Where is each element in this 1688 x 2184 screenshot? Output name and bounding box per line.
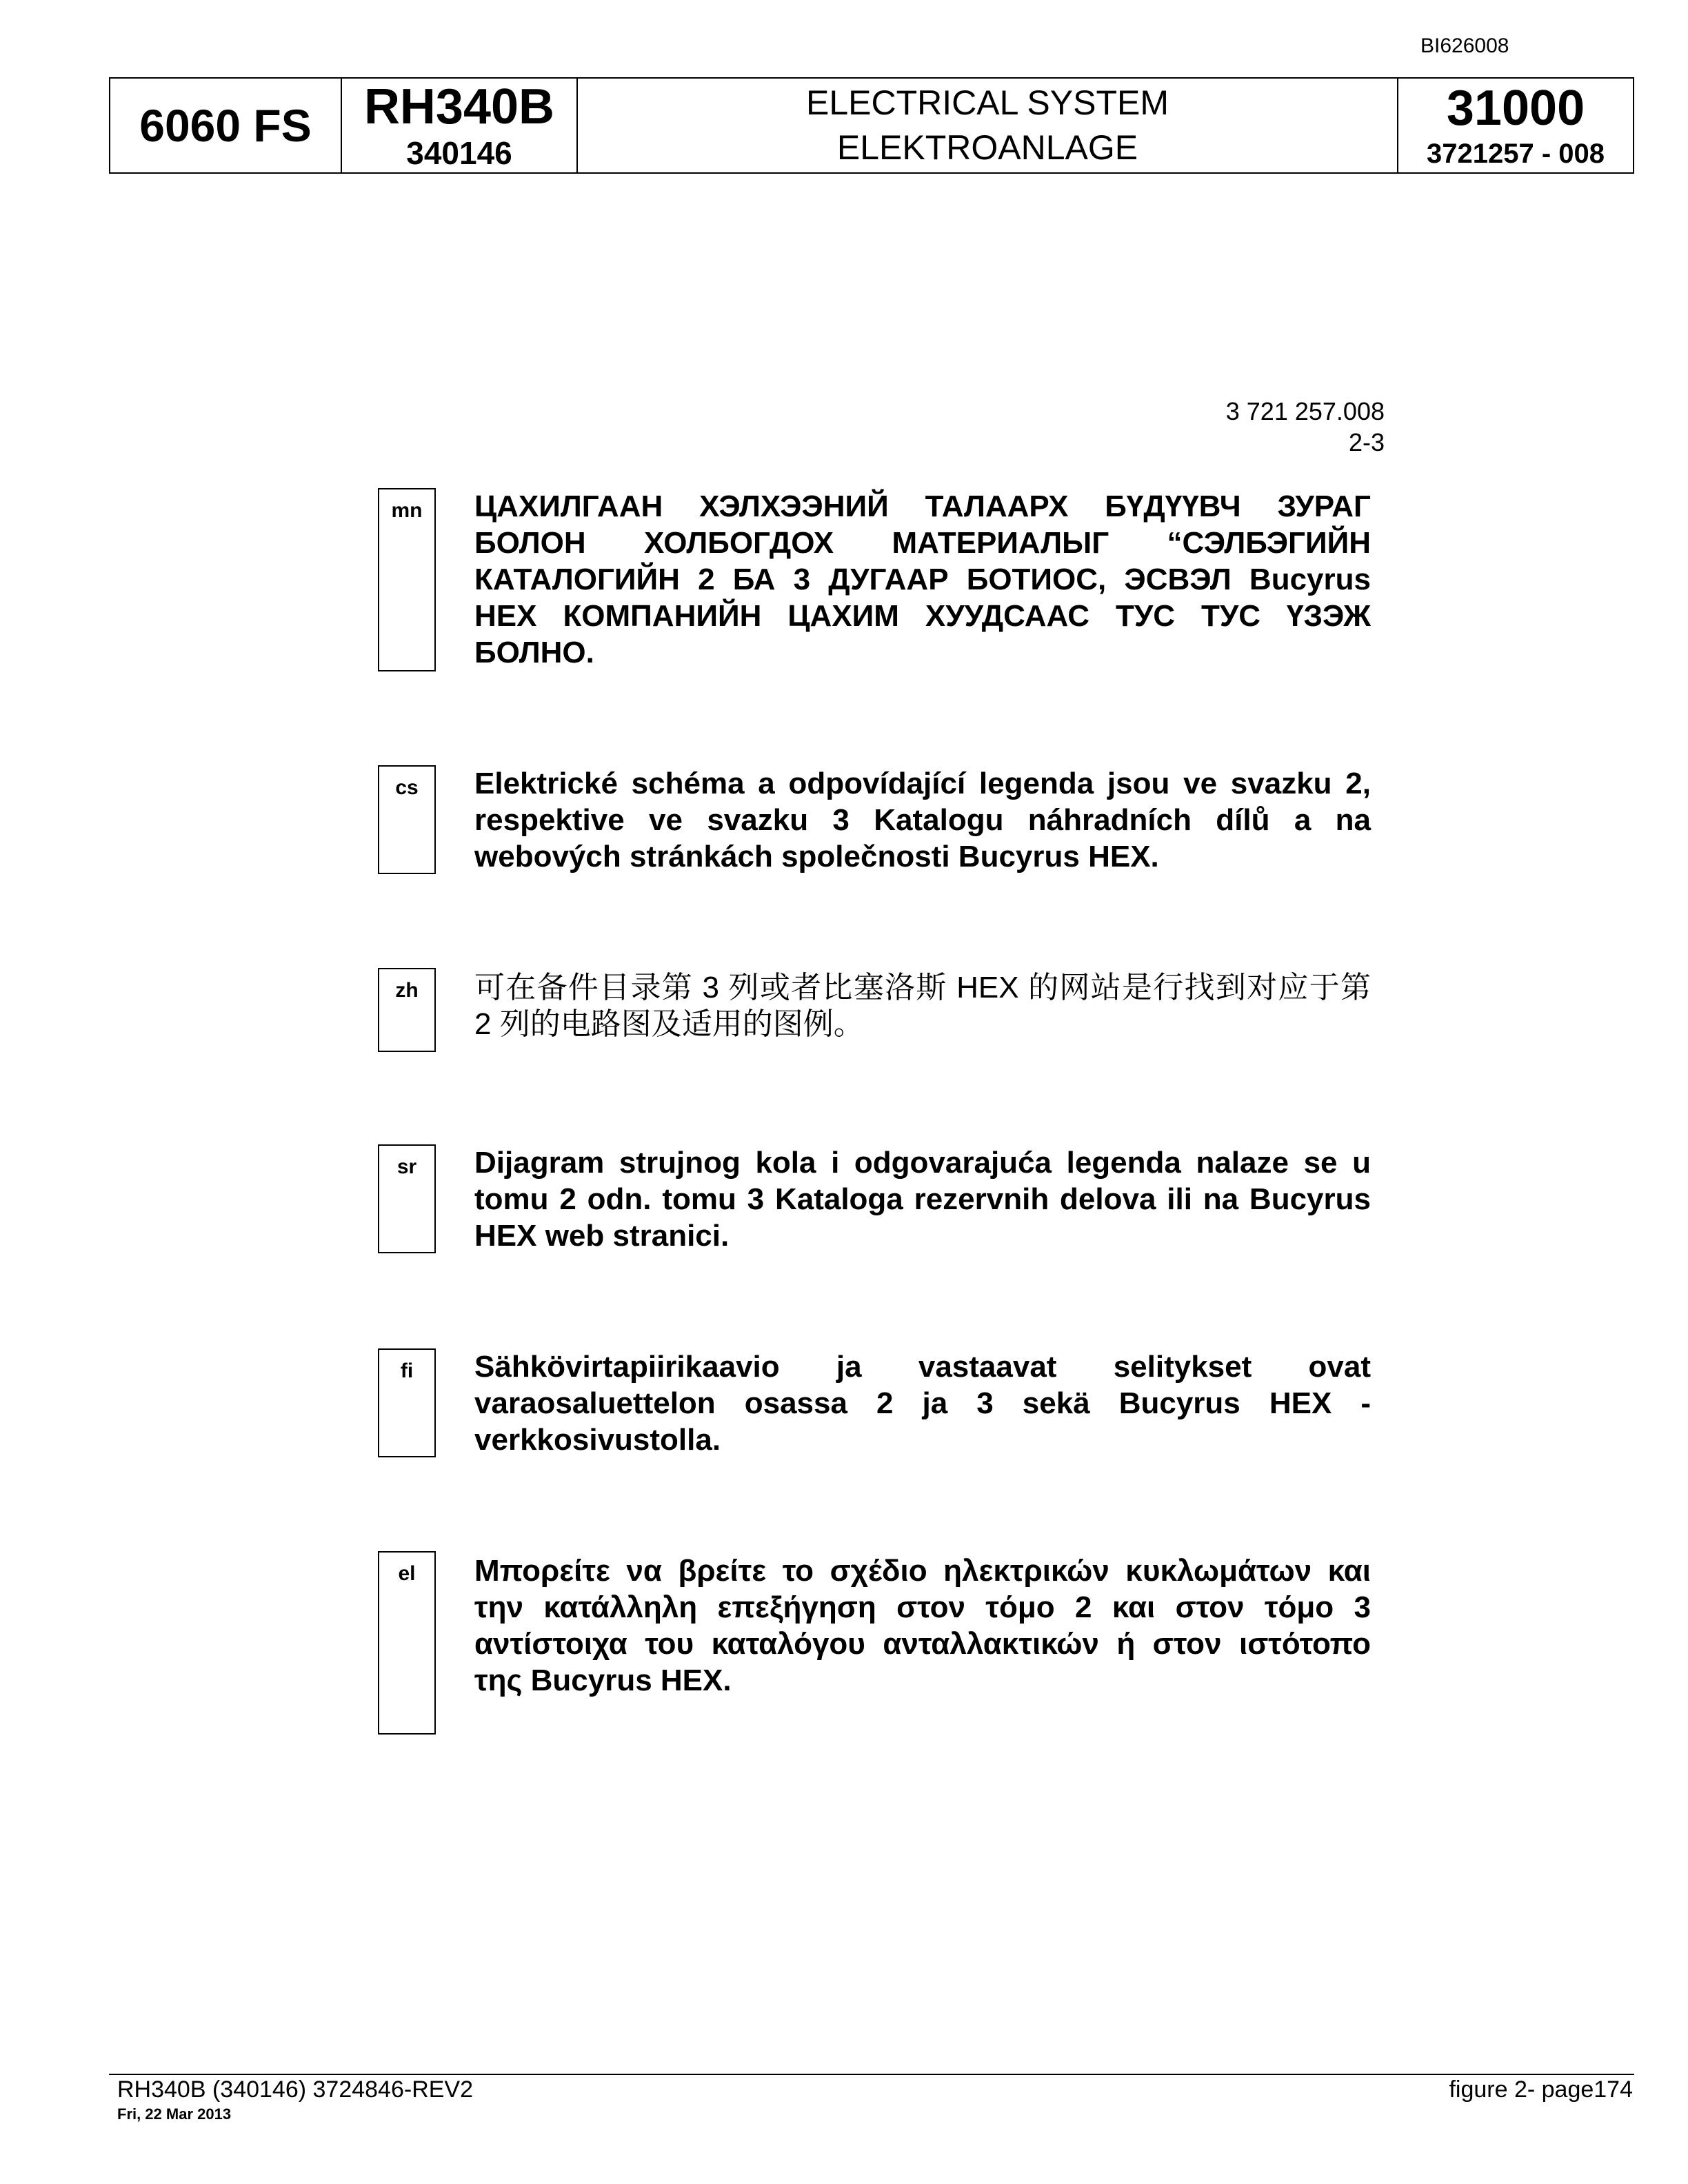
group-number: 31000 <box>1446 81 1585 136</box>
footer-divider <box>109 2074 1634 2075</box>
reference-block <box>1226 396 1385 458</box>
language-code-box: el <box>378 1551 436 1735</box>
language-code-box: zh <box>378 968 436 1052</box>
machine-name: RH340B <box>363 79 555 134</box>
reference-number: 3 721 257.008 <box>1225 397 1385 425</box>
serial-number: 340146 <box>406 135 512 171</box>
document-id: BI626008 <box>1420 34 1509 57</box>
section-text: 可在备件目录第 3 列或者比塞洛斯 HEX 的网站是行找到对应于第 2 列的电路图及适用的图例。 <box>474 971 1371 1041</box>
section-text: Elektrické schéma a odpovídající legenda jsou ve svazku 2, respektive ve svazku 3 Katalogu náhradních dílů a na webových stránkách společnosti Bucyrus HEX. <box>474 767 1371 873</box>
title-cell <box>578 79 1398 172</box>
model-cell <box>110 79 342 172</box>
footer-document: RH340B (340146) 3724846-REV2 <box>117 2076 474 2103</box>
part-reference: 3721257 - 008 <box>1426 139 1605 169</box>
section-text: Dijagram strujnog kola i odgovarajuća legenda nalaze se u tomu 2 odn. tomu 3 Kataloga rezervnih delova ili na Bucyrus HEX web stranici. <box>474 1146 1371 1253</box>
model-number: 6060 FS <box>139 100 312 151</box>
footer-date: Fri, 22 Mar 2013 <box>117 2105 232 2123</box>
header-table <box>109 77 1634 174</box>
language-code-box: mn <box>378 488 436 671</box>
group-cell <box>1398 79 1633 172</box>
language-code-box: fi <box>378 1348 436 1457</box>
section-text: ЦАХИЛГААН ХЭЛХЭЭНИЙ ТАЛААРХ БҮДҮҮВЧ ЗУРАГ БОЛОН ХОЛБОГДОХ МАТЕРИАЛЫГ “СЭЛБЭГИЙН КАТАЛОГИЙН 2 БА 3 ДУГААР БОТИОС, ЭСВЭЛ Bucyrus HEX КОМПАНИЙН ЦАХИМ ХУУДСААС ТУС ТУС ҮЗЭЖ БОЛНО. <box>474 489 1371 669</box>
section-text: Μπορείτε να βρείτε το σχέδιο ηλεκτρικών κυκλωμάτων και την κατάλληλη επεξήγηση στον τόμο 2 και στον τόμο 3 αντίστοιχα του καταλόγου ανταλλακτικών ή στον ιστότοπο της Bucyrus HEX. <box>474 1554 1371 1697</box>
title-english: ELECTRICAL SYSTEM <box>805 83 1169 122</box>
language-code-box: cs <box>378 765 436 874</box>
reference-page: 2-3 <box>1348 428 1385 456</box>
section-text: Sähkövirtapiirikaavio ja vastaavat selitykset ovat varaosaluettelon osassa 2 ja 3 sekä Bucyrus HEX -verkkosivustolla. <box>474 1350 1371 1457</box>
title-german: ELEKTROANLAGE <box>836 128 1138 167</box>
footer-page: figure 2- page174 <box>1449 2076 1633 2103</box>
language-code-box: sr <box>378 1144 436 1253</box>
machine-cell <box>342 79 578 172</box>
